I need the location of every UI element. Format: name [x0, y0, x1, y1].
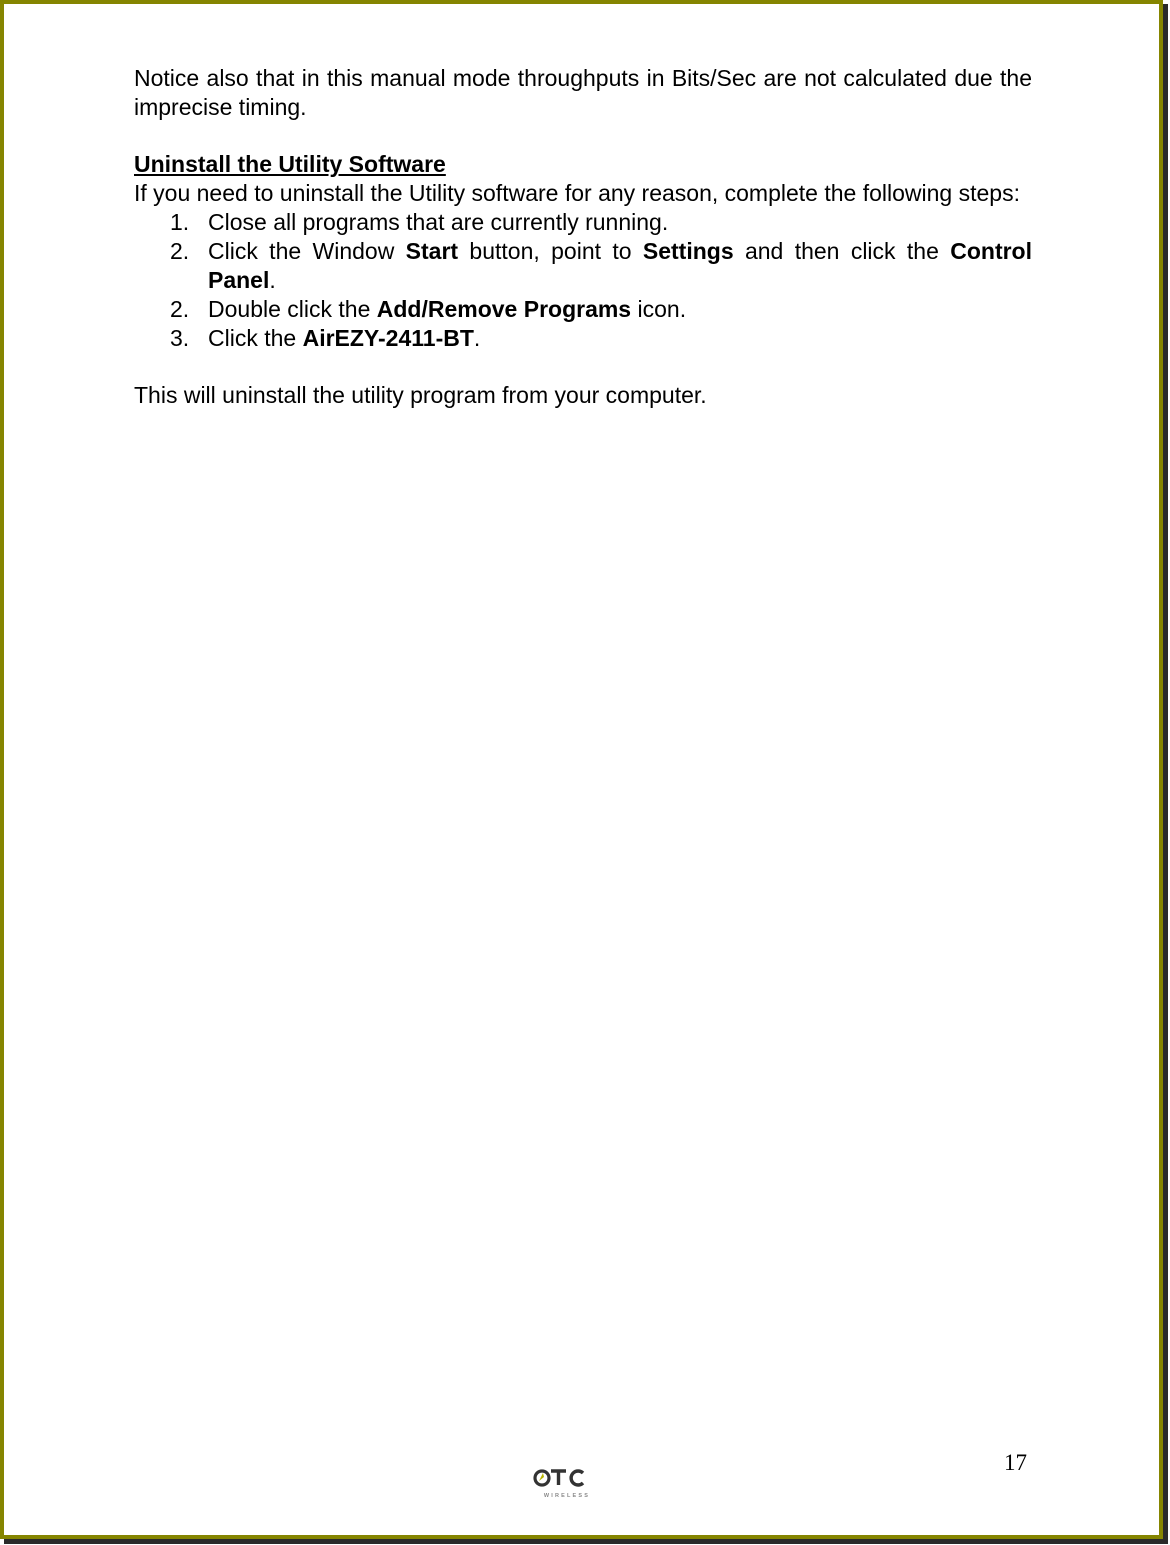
page-content	[134, 64, 1032, 410]
list-item	[134, 208, 1032, 237]
step-text: Click the AirEZY-2411-BT.	[208, 325, 481, 351]
step-text: Click the Window Start button, point to Settings and then click the Control Panel.	[208, 238, 1032, 293]
section-heading: Uninstall the Utility Software	[134, 151, 446, 177]
step-text: Double click the Add/Remove Programs icon.	[208, 296, 687, 322]
otc-wireless-logo	[533, 1466, 601, 1500]
page-shadow-bottom	[4, 1539, 1168, 1544]
page-shadow-right	[1163, 4, 1168, 1544]
start-emphasis: Start	[405, 238, 459, 264]
step-number: 1.	[170, 209, 190, 235]
intro-paragraph: Notice also that in this manual mode throughputs in Bits/Sec are not calculated due the imprecise timing.	[134, 65, 1032, 120]
section-lead: If you need to uninstall the Utility software for any reason, complete the following steps:	[134, 180, 1020, 206]
step-number: 2.	[170, 296, 190, 322]
list-item	[134, 324, 1032, 353]
list-item	[134, 295, 1032, 324]
closing-paragraph: This will uninstall the utility program from your computer.	[134, 382, 707, 408]
add-remove-emphasis: Add/Remove Programs	[376, 296, 632, 322]
step-number: 2.	[170, 238, 190, 264]
logo-subtext-label: WIRELESS	[543, 1493, 591, 1499]
product-emphasis: AirEZY-2411-BT	[302, 325, 474, 351]
settings-emphasis: Settings	[642, 238, 734, 264]
logo-mark	[535, 1471, 583, 1485]
list-item	[134, 237, 1032, 295]
control-panel-emphasis: Control Panel	[208, 238, 1032, 293]
page-number: 17	[1004, 1450, 1027, 1475]
step-number: 3.	[170, 325, 190, 351]
step-text: Close all programs that are currently running.	[208, 209, 669, 235]
steps-list	[134, 208, 1032, 353]
